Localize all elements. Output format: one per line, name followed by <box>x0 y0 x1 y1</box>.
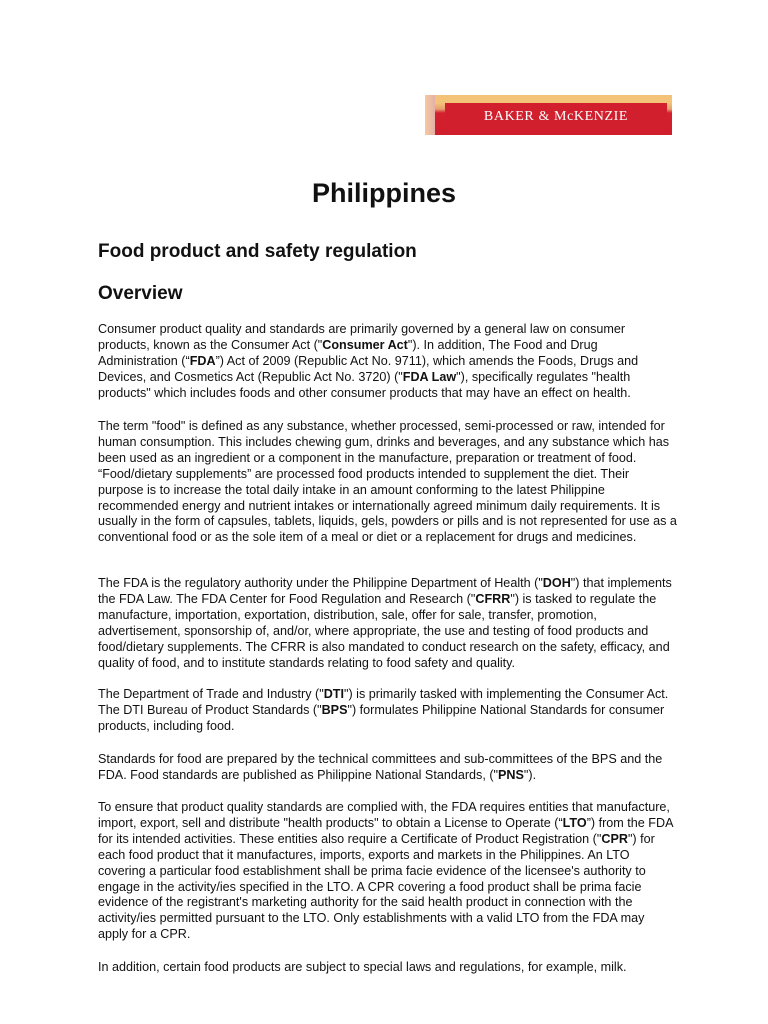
paragraph-text: ") that implements the FDA Law. The FDA Center for Food Regulation and Research (" <box>98 576 672 606</box>
defined-term: FDA Law <box>402 369 457 384</box>
overview-heading: Overview <box>98 283 183 304</box>
baker-mckenzie-logo <box>425 95 672 135</box>
paragraph-text: ") is primarily tasked with implementing the Consumer Act. The DTI Bureau of Product Standards (" <box>98 687 669 717</box>
page-title: Philippines <box>311 178 457 208</box>
section-heading: Food product and safety regulation <box>98 241 417 262</box>
defined-term: FDA <box>189 353 216 368</box>
paragraph-text: ") for each food product that it manufactures, imports, exports and markets in the Philippines. An LTO covering a particular food establishment shall be prima facie evidence of the licensee's authority to engage in the activity/ies specified in the LTO. A CPR covering a food product shall be prima facie evidence of the registrant's marketing authority for the said health product in connection with the activity/ies permitted pursuant to the LTO. Only establishments with a valid LTO from the FDA may apply for a CPR. <box>98 831 655 942</box>
paragraph-text: "), specifically regulates "health products" which includes foods and other consumer products that may have an effect on health. <box>98 369 631 400</box>
paragraph-consumer-act <box>98 322 678 402</box>
paragraph-lto-cpr <box>98 800 678 943</box>
paragraph-text: ”) Act of 2009 (Republic Act No. 9711), which amends the Foods, Drugs and Devices, and Cosmetics Act (Republic Act No. 3720) (" <box>98 353 639 384</box>
defined-term: PNS <box>498 767 524 782</box>
paragraph-text: The FDA is the regulatory authority under the Philippine Department of Health (" <box>98 576 543 590</box>
defined-term: CPR <box>601 831 628 846</box>
logo-gold-band <box>435 95 672 135</box>
paragraph-text: ") formulates Philippine National Standards for consumer products, including food. <box>98 702 665 733</box>
logo-red-plate <box>445 103 667 130</box>
paragraph-food-definition <box>98 419 678 546</box>
paragraph-text: To ensure that product quality standards are complied with, the FDA requires entities that manufacture, import, export, sell and distribute "health products" to obtain a License to Operate (“ <box>98 800 670 830</box>
paragraph-text: ”) from the FDA for its intended activities. These entities also require a Certificate of Product Registration (" <box>98 815 673 846</box>
paragraph-text: In addition, certain food products are subject to special laws and regulations, for example, milk. <box>98 960 627 974</box>
paragraph-dti <box>98 687 678 735</box>
paragraph-text: "). <box>523 767 537 782</box>
paragraph-text: Consumer product quality and standards are primarily governed by a general law on consumer products, known as the Consumer Act (" <box>98 322 626 352</box>
defined-term: LTO <box>562 815 587 830</box>
paragraph-standards <box>98 752 678 784</box>
paragraph-text: "). In addition, The Food and Drug Administration (“ <box>98 337 598 368</box>
paragraph-special-laws <box>98 960 678 976</box>
paragraph-fda-authority <box>98 576 678 671</box>
defined-term: Consumer Act <box>322 337 408 352</box>
paragraph-text: Standards for food are prepared by the technical committees and sub-committees of the BPS and the FDA. Food standards are published as Philippine National Standards, (" <box>98 752 663 782</box>
defined-term: DTI <box>323 687 344 701</box>
logo-text: BAKER & McKENZIE <box>483 109 629 124</box>
defined-term: CFRR <box>475 591 511 606</box>
paragraph-text: The term "food" is defined as any substance, whether processed, semi-processed or raw, intended for human consumption. This includes chewing gum, drinks and beverages, and any substance which has been used as an ingredient or a component in the manufacture, preparation or treatment of food. “Food/dietary supplements” are processed food products intended to supplement the diet. Their purpose is to increase the total daily intake in an amount conforming to the latest Philippine recommended energy and nutrient intakes or internationally agreed minimum daily requirements. It is usually in the form of capsules, tablets, liquids, gels, powders or pills and is not represented for use as a conventional food or as the sole item of a meal or diet or a replacement for drugs and medicines. <box>98 419 677 545</box>
defined-term: BPS <box>321 702 348 717</box>
paragraph-text: ") is tasked to regulate the manufacture, importation, exportation, distribution, sale, offer for sale, transfer, promotion, advertisement, sponsorship of, and/or, where appropriate, the use and testing of food products and food/dietary supplements. The CFRR is also mandated to conduct research on the safety, efficacy, and quality of food, and to institute standards relating to food safety and quality. <box>98 591 670 670</box>
defined-term: DOH <box>542 576 571 590</box>
logo-gradient-left <box>425 95 435 135</box>
paragraph-text: The Department of Trade and Industry (" <box>98 687 324 701</box>
